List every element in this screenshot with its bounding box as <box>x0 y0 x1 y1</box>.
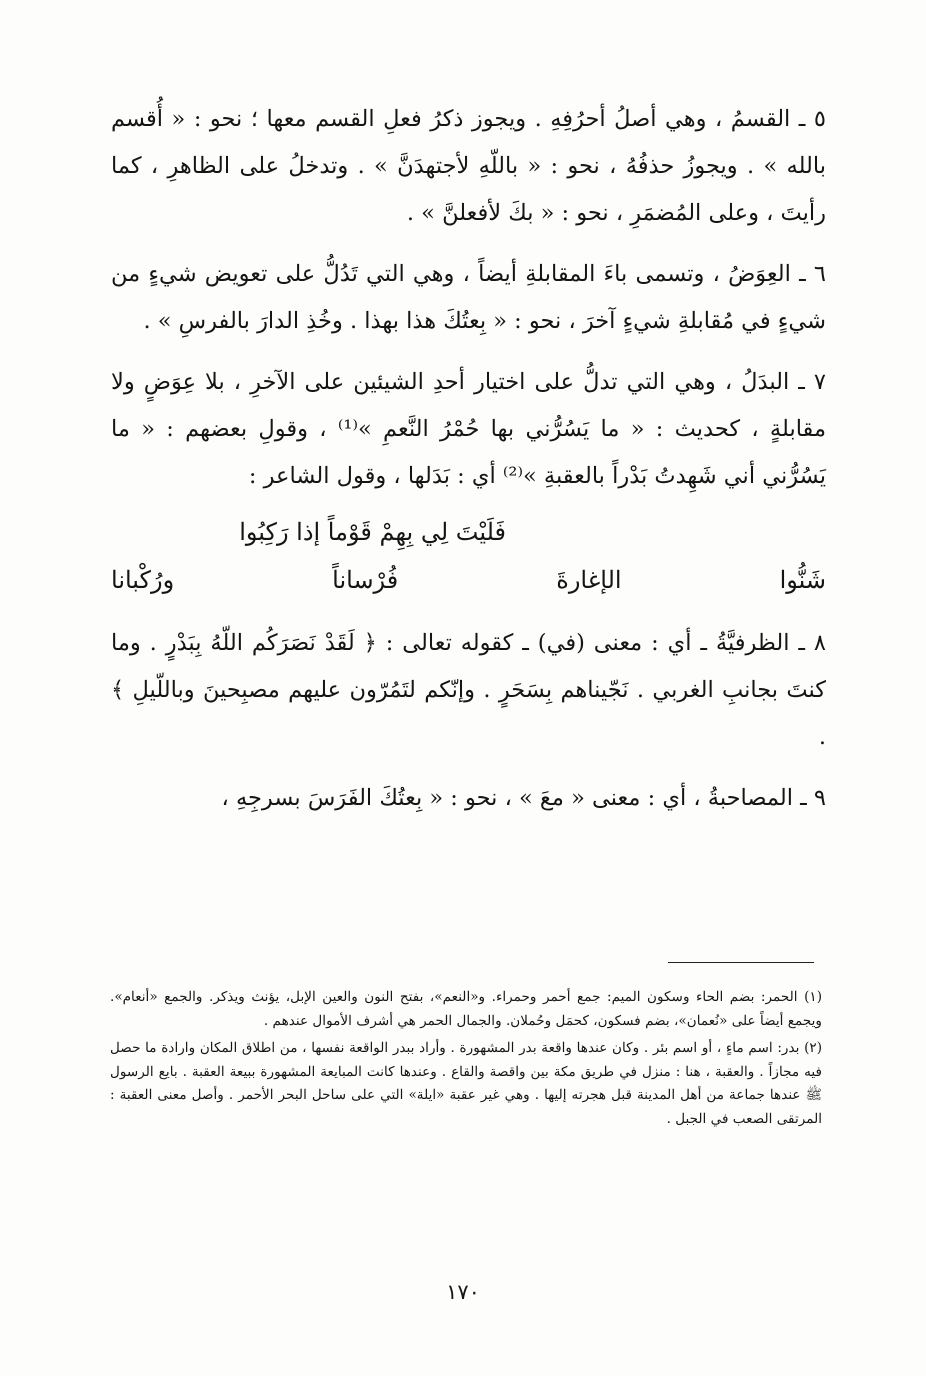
footnote-2: (٢) بدر: اسم ماءٍ ، أو اسم بئر . وكان عندها واقعة بدر المشهورة . وأراد ببدر الواقعة نفسها ، من اطلاق المكان وارادة ما حصل فيه مجازاً . والعقبة ، هنا : منزل في طريق مكة بين واقصة والقاع . وعندها كانت المبايعة المشهورة ببيعة العقبة . بايع الرسول ﷺ عندها جماعة من أهل المدينة قبل هجرته إليها . وهي غير عقبة «ايلة» التي على ساحل البحر الأحمر . وأصل معنى العقبة : المرتقى الصعب في الجبل . <box>110 1040 822 1127</box>
footnote-separator <box>668 962 814 963</box>
verse-hemistich-first: فَلَيْتَ لِي بِهِمْ قَوْماً إذا رَكِبُوا <box>239 518 506 546</box>
poetry-verse <box>111 510 826 610</box>
paragraph-accompaniment: ٩ ـ المصاحبةُ ، أي : معنى « معَ » ، نحو : « بِعتُكَ الفَرَسَ بسرجِهِ ، <box>221 785 826 811</box>
paragraph-oath: ٥ ـ القسمُ ، وهي أصلُ أحرُفِهِ . ويجوز ذكرُ فعلِ القسم معها ؛ نحو : « أُقسم بالله » . ويجوزُ حذفُهُ ، نحو : « باللّهِ لأجتهدَنَّ » . وتدخلُ على الظاهرِ ، كما رأيتَ ، وعلى المُضمَرِ ، نحو : « بكَ لأفعلنَّ » . <box>111 106 826 226</box>
verse-hemistich-second: شَنُّوا الإغارةَ فُرْساناً ورُكْبانا <box>111 566 826 594</box>
footnote-1: (١) الحمر: بضم الحاء وسكون الميم: جمع أحمر وحمراء. و«النعم»، بفتح النون والعين الإبل، يؤنث ويذكر. والجمع «أنعام». ويجمع أيضاً على «نُعمان»، بضم فسكون، كحمَل وحُملان. والجمال الحمر هي أشرف الأموال عندهم . <box>110 989 822 1029</box>
main-text <box>111 96 826 836</box>
paragraph-substitution: ٧ ـ البدَلُ ، وهي التي تدلُّ على اختيار أحدِ الشيئين على الآخرِ ، بلا عِوَضٍ ولا مقابلةٍ ، كحديث : « ما يَسُرُّني بها حُمْرُ النَّعمِ »⁽¹⁾ ، وقولِ بعضهم : « ما يَسُرُّني أني شَهِدتُ بَدْراً بالعقبةِ »⁽²⁾ أي : بَدَلها ، وقول الشاعر : <box>111 369 826 489</box>
page-number: ١٧٠ <box>446 1280 480 1304</box>
footnotes <box>110 986 822 1135</box>
paragraph-compensation: ٦ ـ العِوَضُ ، وتسمى باءَ المقابلةِ أيضاً ، وهي التي تَدُلُّ على تعويض شيءٍ من شيءٍ في مُقابلةِ شيءٍ آخرَ ، نحو : « بِعتُكَ هذا بهذا . وخُذِ الدارَ بالفرسِ » . <box>111 261 826 334</box>
paragraph-adverbial: ٨ ـ الظرفيَّةُ ـ أي : معنى (في) ـ كقوله تعالى : ﴿ لَقَدْ نَصَرَكُم اللّهُ بِبَدْرٍ . وما كنتَ بجانبِ الغربي . نَجّيناهم بِسَحَرٍ . وإنّكم لتَمُرّون عليهم مصبِحينَ وباللّيلِ ﴾ . <box>111 630 826 750</box>
